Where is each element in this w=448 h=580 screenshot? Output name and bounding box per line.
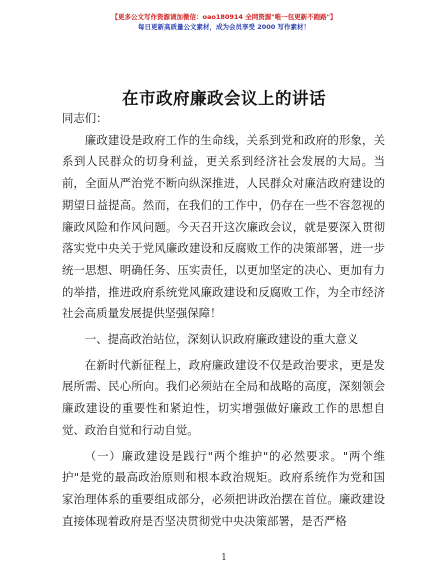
salutation: 同志们：	[62, 111, 108, 125]
document-title: 在市政府廉政会议上的讲话	[122, 89, 326, 108]
page-number: 1	[221, 553, 227, 563]
document-body	[62, 108, 385, 532]
paragraph-section-1: 在新时代新征程上，政府廉政建设不仅是政治要求，更是发展所需、民心所向。我们必须站在全局和战略的高度，深刻领会廉政建设的重要性和紧迫性，切实增强做好廉政工作的思想自觉、政治自觉和行动自觉。	[62, 357, 385, 437]
promo-banner-line-1: 【更多公文写作资源请加微信：oao180914 全网资源"唯一包更新不跑路"】	[111, 13, 337, 21]
paragraph-subsection-1: （一）廉政建设是践行"两个维护"的必然要求。"两个维护"是党的最高政治原则和根本政治规矩。政府系统作为党和国家治理体系的重要组成部分，必须把讲政治摆在首位。廉政建设直接体现着政府是否坚决贯彻党中央决策部署，是否严格	[62, 448, 385, 528]
section-heading-1: 一、提高政治站位，深刻认识政府廉政建设的重大意义	[84, 332, 359, 347]
promo-banner-line-2: 每日更新高质量公文素材，成为会员享受 2000 写作素材！	[137, 23, 311, 31]
paragraph-intro: 廉政建设是政府工作的生命线，关系到党和政府的形象，关系到人民群众的切身利益，更关系到经济社会发展的大局。当前，全面从严治党不断向纵深推进，人民群众对廉洁政府建设的期望日益提高。然而，在我们的工作中，仍存在一些不容忽视的廉政风险和作风问题。今天召开这次廉政会议，就是要深入贯彻落实党中央关于党风廉政建设和反腐败工作的决策部署，进一步统一思想、明确任务、压实责任，以更加坚定的决心、更加有力的举措，推进政府系统党风廉政建设和反腐败工作，为全市经济社会高质量发展提供坚强保障！	[62, 132, 385, 321]
